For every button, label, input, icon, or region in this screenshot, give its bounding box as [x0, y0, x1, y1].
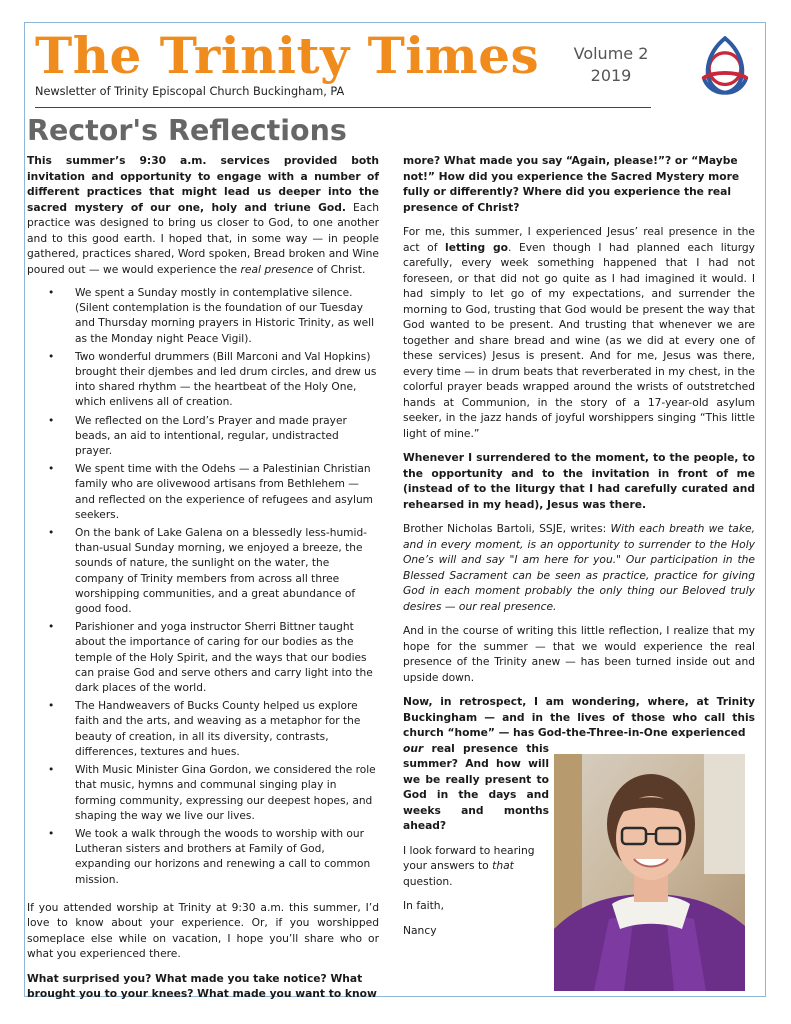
trinity-knot-icon: [692, 33, 758, 99]
surrender-paragraph: Whenever I surrendered to the moment, to the people, to the opportunity and to the invitation in front of me (instead of to the liturgy that I had carefully curated and rehearsed in my head), Jesus was there.: [403, 451, 755, 511]
intro-body: Each practice was designed to bring us closer to God, to one another and to this good earth. I hoped that, in some way — in people gathered, practices shared, Word spoken, Bread broken and Wine poured out — we would experience the: [27, 200, 380, 276]
rector-photo: [554, 754, 745, 991]
experience-paragraph: [403, 224, 755, 441]
left-column: [27, 153, 379, 1011]
questions-paragraph-start: What surprised you? What made you take notice? What brought you to your knees? What made you want to know: [27, 971, 377, 1001]
intro-end: of Christ.: [313, 262, 366, 276]
retrospect-paragraph: Now, in retrospect, I am wondering, where, at Trinity Buckingham — and in the lives of those who call this church “home” — has God-the-Three-in-One experienced: [403, 695, 755, 739]
list-item: • We spent time with the Odehs — a Palestinian Christian family who are olivewood artisans from Bethlehem — and reflected on the experience of refugees and asylum seekers.: [75, 462, 379, 523]
realize-paragraph: And in the course of writing this little reflection, I realize that my hope for the summer — that we would experience the real presence of the Trinity anew — has been turned inside out and upside down.: [403, 624, 755, 684]
retrospect-emphasis: our: [403, 741, 424, 755]
intro-paragraph: [27, 153, 379, 277]
quote-paragraph: [403, 521, 755, 614]
attendance-paragraph: If you attended worship at Trinity at 9:30 a.m. this summer, I’d love to know about your experience. Or, if you worshipped someplace else while on vacation, I hope you’ll share who or what you experienced there.: [27, 900, 379, 961]
forward-pre: I look forward to hearing your answers to: [403, 843, 535, 872]
article-heading: Rector's Reflections: [27, 114, 347, 147]
forward-emphasis: that: [492, 859, 514, 872]
newsletter-title: The Trinity Times: [35, 26, 540, 85]
list-item: • With Music Minister Gina Gordon, we considered the role that music, hymns and communal singing play in forming community, expressing our deepest hopes, and shaping the way we live our lives.: [75, 763, 379, 824]
forward-post: question.: [403, 874, 453, 888]
volume-info: [565, 43, 657, 87]
list-item: • We took a walk through the woods to worship with our Lutheran sisters and brothers at Family of God, expanding our horizons and renewing a call to common mission.: [75, 827, 379, 888]
list-item: • On the bank of Lake Galena on a blessedly less-humid-than-usual Sunday morning, we enjoyed a breeze, the sounds of nature, the sunlight on the water, the company of Trinity members from across all three worshipping communities, and a great abundance of good food.: [75, 526, 379, 617]
retrospect-text: real presence this summer? And how will we be really present to God in the days and weeks and months ahead?: [403, 741, 549, 832]
list-item: • We spent a Sunday mostly in contemplative silence. (Silent contemplation is the foundation of our Tuesday and Thursday morning prayers in Historic Trinity, as well as the Monday night Peace Vigil).: [75, 286, 379, 347]
experience-post: . Even though I had planned each liturgy carefully, every week something happened that I had not foreseen, or that did not go quite as I had imagined it would. I had simply to let go of my expectations, and surrender the morning to God, trusting that God would be present the way that God wanted to be present. And trusting that whenever we are together and share bread and wine (as we did at every one of these services) Jesus is present. And for me, Jesus was there, every time — in drum beats that reverberated in my chest, in the colorful prayer beads wrapped around the wrists of outstretched hands at Communion, in the story of a 17-year-old asylum seeker, in the jazz hands of joyful worshippers singing “This little light of mine.”: [403, 240, 756, 440]
volume-number: Volume 2: [573, 44, 649, 63]
forward-paragraph: [403, 843, 549, 890]
list-item: • The Handweavers of Bucks County helped us explore faith and the arts, and weaving as a metaphor for the beauty of creation, in all its diversity, contrasts, differences, textures and hues.: [75, 699, 379, 760]
volume-year: 2019: [590, 66, 632, 85]
intro-emphasis: real presence: [240, 262, 314, 276]
retrospect-paragraph-continued: [403, 741, 549, 834]
questions-paragraph-continued: more? What made you say “Again, please!”? or “Maybe not!” How did you experience the Sacred Mystery more fully or differently? Where did you experience the real presence of Christ?: [403, 154, 740, 214]
newsletter-page: [24, 22, 766, 1001]
quote-text: With each breath we take, and in every moment, is an opportunity to surrender to the Holy One’s will and say "I am here for you." Our participation in the Blessed Sacrament can be seen as practice, practice for giving God in each moment probably the only thing our Beloved truly desires — our real presence.: [403, 522, 755, 613]
experience-bold: letting go: [445, 240, 508, 254]
signature: Nancy: [403, 923, 437, 937]
practices-list: [27, 286, 379, 888]
masthead-divider: [35, 107, 651, 108]
list-item: • Parishioner and yoga instructor Sherri Bittner taught about the importance of caring for our bodies as the temple of the Holy Spirit, and the ways that our bodies can praise God and serve others and carry light into the dark places of the world.: [75, 620, 379, 696]
experience-pre: For me, this summer, I experienced Jesus’ real presence in the act of: [403, 225, 755, 254]
closing-line: In faith,: [403, 899, 444, 912]
list-item: • Two wonderful drummers (Bill Marconi and Val Hopkins) brought their djembes and led drum circles, and drew us into shared rhythm — the heartbeat of the Holy One, which enlivens all of creation.: [75, 350, 379, 411]
list-item: • We reflected on the Lord’s Prayer and made prayer beads, an aid to intentional, regular, undistracted prayer.: [75, 414, 379, 460]
intro-lead: This summer’s 9:30 a.m. services provided both invitation and opportunity to engage with a number of different practices that might lead us deeper into the sacred mystery of our one, holy and triune God.: [27, 154, 379, 214]
quote-attribution: Brother Nicholas Bartoli, SSJE, writes:: [403, 522, 611, 535]
newsletter-subtitle: Newsletter of Trinity Episcopal Church Buckingham, PA: [35, 85, 345, 98]
